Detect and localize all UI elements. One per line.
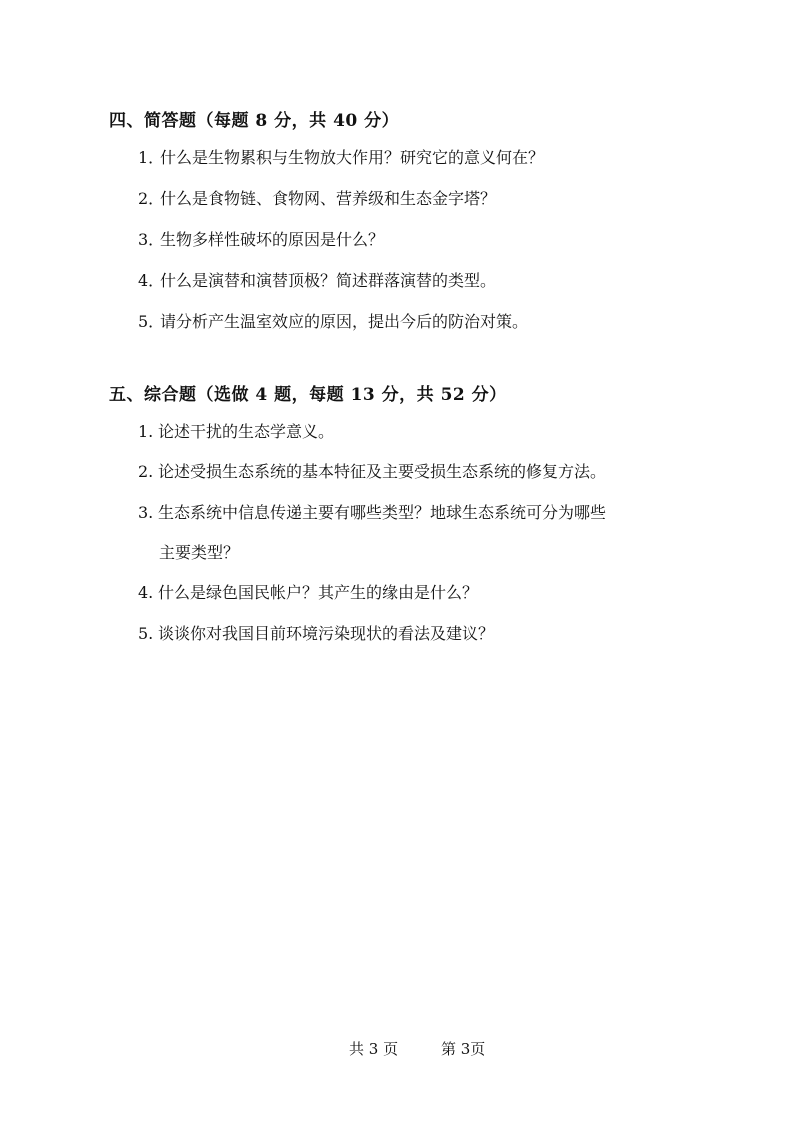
question-item — [138, 422, 334, 442]
question-number: 2． — [138, 189, 165, 208]
question-item — [138, 624, 494, 644]
footer-total-pages: 共 3 页 — [349, 1040, 399, 1058]
question-item — [138, 583, 478, 603]
question-text: 什么是演替和演替顶极？简述群落演替的类型。 — [160, 271, 497, 290]
question-item — [138, 230, 384, 250]
section-five-title: 五、综合题（选做 4 题，每题 13 分，共 52 分） — [109, 385, 507, 405]
question-text: 请分析产生温室效应的原因，提出今后的防治对策。 — [160, 312, 529, 331]
question-text: 论述干扰的生态学意义。 — [158, 422, 335, 441]
question-number: 1． — [138, 148, 165, 167]
question-number: 1. — [138, 422, 154, 441]
question-item — [138, 462, 606, 482]
question-text: 什么是生物累积与生物放大作用？研究它的意义何在？ — [160, 148, 545, 167]
question-item — [138, 312, 528, 332]
question-number: 5. — [138, 624, 154, 643]
question-number: 2. — [138, 462, 154, 481]
question-item — [138, 189, 496, 209]
question-number: 3． — [138, 230, 165, 249]
question-text: 谈谈你对我国目前环境污染现状的看法及建议？ — [158, 624, 495, 643]
question-item — [138, 271, 496, 291]
question-number: 4． — [138, 271, 165, 290]
question-text: 论述受损生态系统的基本特征及主要受损生态系统的修复方法。 — [158, 462, 607, 481]
question-number: 3. — [138, 503, 154, 522]
question-text: 什么是绿色国民帐户？其产生的缘由是什么？ — [158, 583, 479, 602]
question-text: 什么是食物链、食物网、营养级和生态金字塔？ — [160, 189, 497, 208]
question-text: 生物多样性破坏的原因是什么？ — [160, 230, 385, 249]
question-item — [138, 148, 544, 168]
question-item — [138, 503, 606, 523]
footer-current-page: 第 3页 — [441, 1040, 486, 1058]
question-number: 4. — [138, 583, 154, 602]
section-four-title: 四、简答题（每题 8 分，共 40 分） — [109, 111, 400, 131]
question-text: 生态系统中信息传递主要有哪些类型？地球生态系统可分为哪些 — [158, 503, 607, 522]
question-text-continuation: 主要类型？ — [159, 543, 240, 562]
question-number: 5． — [138, 312, 165, 331]
question-continuation — [159, 543, 239, 563]
